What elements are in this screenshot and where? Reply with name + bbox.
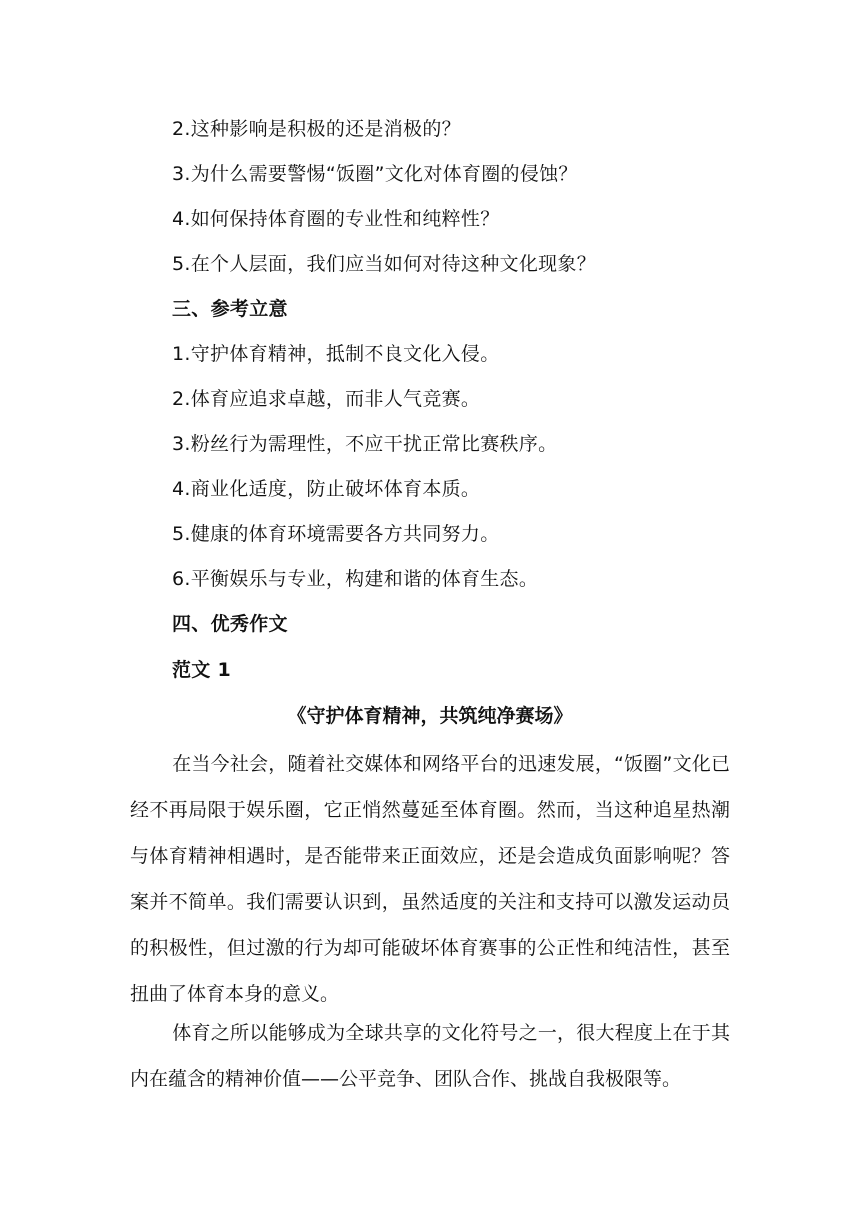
question-item-4: 4.如何保持体育圈的专业性和纯粹性？ — [172, 208, 500, 230]
essay-title: 《守护体育精神，共筑纯净赛场》 — [287, 705, 573, 727]
question-item-5: 5.在个人层面，我们应当如何对待这种文化现象？ — [172, 253, 597, 275]
essay-paragraph-2: 体育之所以能够成为全球共享的文化符号之一，很大程度上在于其内在蕴含的精神价值——公平竞争、团队合作、挑战自我极限等。 — [130, 1022, 730, 1090]
sample-essay-label: 范文 1 — [172, 659, 232, 681]
idea-item-4: 4.商业化适度，防止破坏体育本质。 — [172, 478, 481, 500]
idea-item-2: 2.体育应追求卓越，而非人气竞赛。 — [172, 388, 481, 410]
question-item-2: 2.这种影响是积极的还是消极的？ — [172, 118, 461, 140]
idea-item-6: 6.平衡娱乐与专业，构建和谐的体育生态。 — [172, 568, 539, 590]
idea-item-1: 1.守护体育精神，抵制不良文化入侵。 — [172, 343, 500, 365]
essay-paragraph-1: 在当今社会，随着社交媒体和网络平台的迅速发展，“饭圈”文化已经不再局限于娱乐圈，它正悄然蔓延至体育圈。然而，当这种追星热潮与体育精神相遇时，是否能带来正面效应，还是会造成负面影响呢？答案并不简单。我们需要认识到，虽然适度的关注和支持可以激发运动员的积极性，但过激的行为却可能破坏体育赛事的公正性和纯洁性，甚至扭曲了体育本身的意义。 — [130, 753, 730, 1005]
idea-item-5: 5.健康的体育环境需要各方共同努力。 — [172, 523, 500, 545]
idea-item-3: 3.粉丝行为需理性，不应干扰正常比赛秩序。 — [172, 433, 558, 455]
section-heading-excellent-essays: 四、优秀作文 — [172, 613, 288, 635]
section-heading-reference-ideas: 三、参考立意 — [172, 298, 288, 320]
question-item-3: 3.为什么需要警惕“饭圈”文化对体育圈的侵蚀？ — [172, 163, 578, 185]
